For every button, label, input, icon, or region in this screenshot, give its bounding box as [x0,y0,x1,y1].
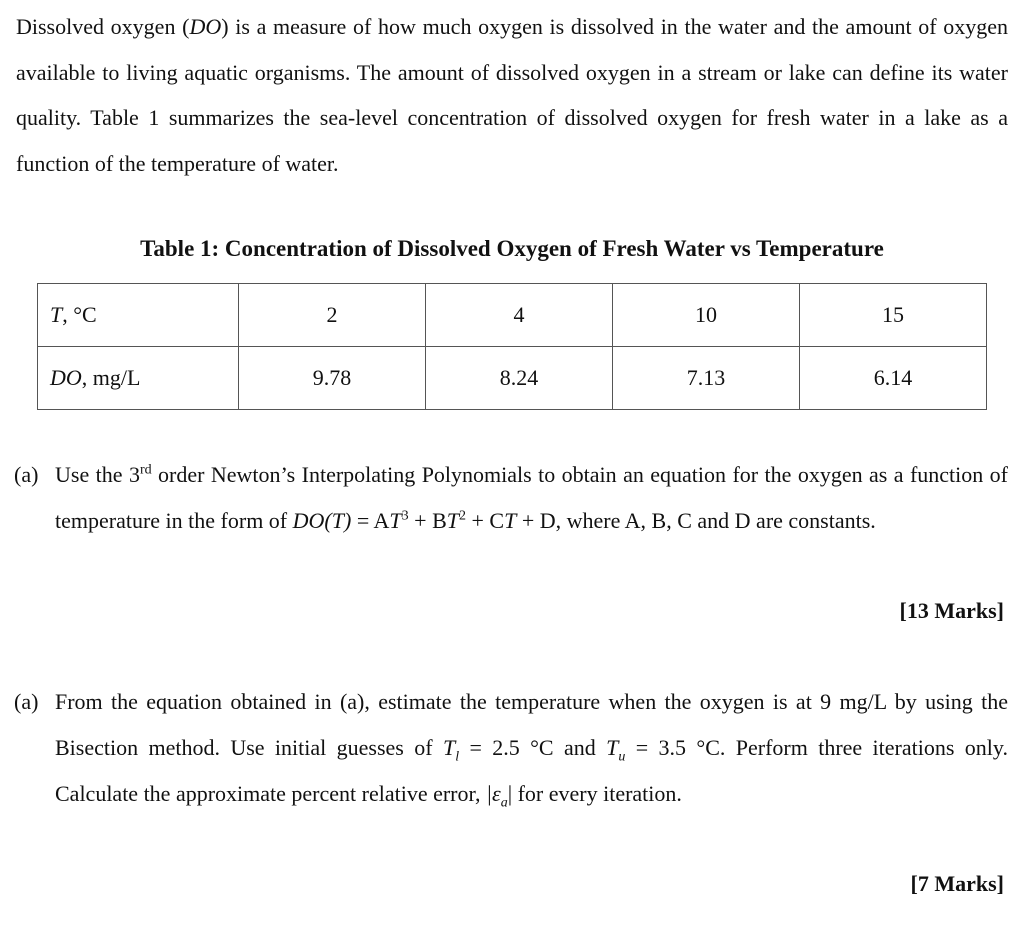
subscript: u [618,749,626,765]
exponent: 2 [459,508,466,524]
text-run: , where A, B, C and D are constants. [555,508,876,533]
error-symbol: |ε [485,781,501,806]
equation-part: = A [351,508,390,533]
equation-part: + D [516,508,556,533]
question-label: (a) [14,462,39,487]
text-run: order Newton’s Interpolating Polynomials to obtain an equation for the oxygen as a function of temperature in the form of [55,462,1009,533]
table-caption: Table 1: Concentration of Dissolved Oxygen of Fresh Water vs Temperature [140,236,884,261]
table-cell: 7.13 [613,347,800,410]
equation-var: T [606,735,619,760]
row-header-do [38,347,239,410]
equation-lhs: DO(T) [292,508,352,533]
text-run: Use the 3 [55,462,140,487]
table-row-temperature [38,284,987,347]
text-run: = 3.5 °C. Perform three iterations only. Calculate the approximate percent relative error, [55,735,1008,806]
equation-var: T [442,735,456,760]
text-run: = 2.5 °C and [459,735,607,760]
table-cell: 15 [800,284,987,347]
intro-text-rest: ) is a measure of how much oxygen is dissolved in the water and the amount of oxygen available to living aquatic organisms. The amount of dissolved oxygen in a stream or lake can define its water quality. Table 1 summarizes the sea-level concentration of dissolved oxygen for fresh water in a lake as a function of the temperature of water. [16,14,1008,176]
question-text [55,452,1008,544]
intro-do-symbol: DO [189,14,222,39]
temperature-unit: , °C [62,302,97,327]
table-row-do [38,347,987,410]
superscript: rd [139,462,152,478]
subscript: a [500,795,508,811]
intro-text-start: Dissolved oxygen ( [16,14,190,39]
do-unit: , mg/L [81,365,141,390]
text-run: for every iteration. [512,781,682,806]
exponent: 3 [401,508,409,524]
error-symbol: | [507,781,513,806]
table-cell: 10 [613,284,800,347]
marks-part-a: [13 Marks] [899,598,1004,623]
table-cell: 6.14 [800,347,987,410]
equation-part: + C [466,508,505,533]
question-part-a [14,452,1008,544]
table-cell: 4 [426,284,613,347]
text-run: From the equation obtained in (a), estimate the temperature when the oxygen is at 9 mg/L by using the Bisection method. Use initial guesses of [55,689,1008,760]
table-cell: 2 [239,284,426,347]
do-symbol: DO [50,365,82,390]
marks-part-b: [7 Marks] [910,871,1004,896]
temperature-symbol: T [50,302,63,327]
table-cell: 8.24 [426,347,613,410]
table-cell: 9.78 [239,347,426,410]
question-part-b [14,679,1008,817]
dissolved-oxygen-table [37,283,987,410]
equation-var: T [446,508,459,533]
question-text [55,679,1008,817]
question-label: (a) [14,689,39,714]
equation-var: T [389,508,402,533]
equation-part: + B [408,508,447,533]
equation-var: T [504,508,517,533]
subscript: l [455,749,460,765]
intro-paragraph [16,4,1008,186]
row-header-temperature [38,284,239,347]
